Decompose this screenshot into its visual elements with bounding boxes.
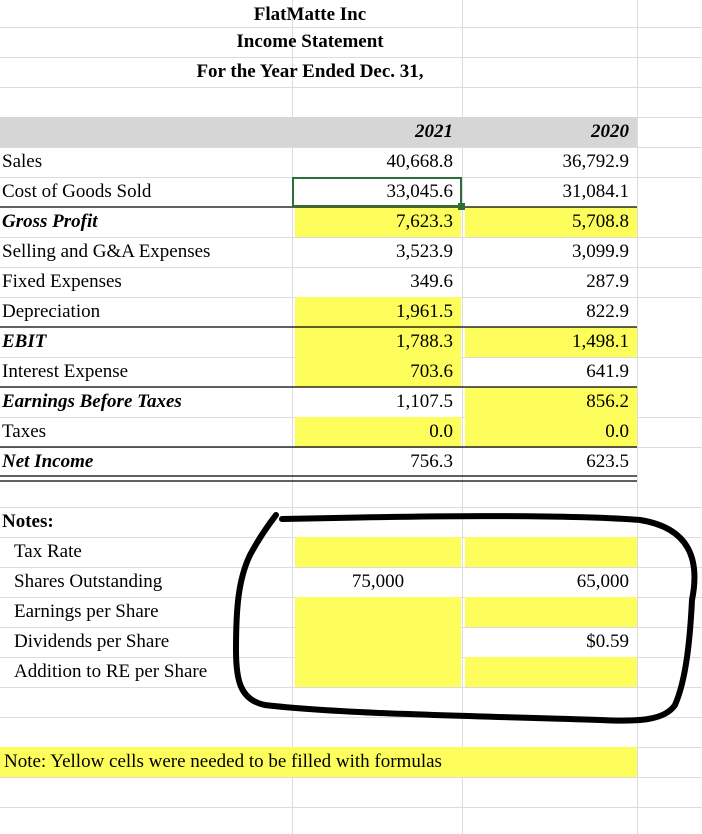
cell-fixed-expenses-2021[interactable]: 349.6 [410,271,453,292]
statement-title: Income Statement [236,31,384,52]
cell-fixed-expenses-2020[interactable]: 287.9 [586,271,629,292]
cell-sales-2020[interactable]: 36,792.9 [562,151,629,172]
row-label-net-income[interactable]: Net Income [2,451,94,472]
cell-dps-2020[interactable]: $0.59 [586,631,629,652]
row-label-ebit[interactable]: EBIT [2,331,47,352]
cell-net-income-2021[interactable]: 756.3 [410,451,453,472]
row-label-ebt[interactable]: Earnings Before Taxes [2,391,182,412]
formula-footnote: Note: Yellow cells were needed to be filled with formulas [4,751,442,772]
cell-interest-expense-2021[interactable]: 703.6 [295,357,461,387]
statement-period: For the Year Ended Dec. 31, [196,61,424,82]
cell-ebt-2020[interactable]: 856.2 [465,387,637,417]
cell-shares-outstanding-2021[interactable]: 75,000 [351,571,405,592]
year-header-2020[interactable]: 2020 [591,121,629,142]
note-label-tax-rate[interactable]: Tax Rate [14,541,82,562]
row-label-cogs[interactable]: Cost of Goods Sold [2,181,152,202]
year-header-2021[interactable]: 2021 [415,121,453,142]
row-label-sga[interactable]: Selling and G&A Expenses [2,241,211,262]
row-label-fixed-expenses[interactable]: Fixed Expenses [2,271,122,292]
cell-sales-2021[interactable]: 40,668.8 [386,151,453,172]
cell-ebit-2021[interactable]: 1,788.3 [295,327,461,357]
row-label-sales[interactable]: Sales [2,151,43,172]
note-label-dps[interactable]: Dividends per Share [14,631,170,652]
row-label-gross-profit[interactable]: Gross Profit [2,211,98,232]
cell-interest-expense-2020[interactable]: 641.9 [586,361,629,382]
row-label-taxes[interactable]: Taxes [2,421,47,442]
note-label-shares-outstanding[interactable]: Shares Outstanding [14,571,163,592]
cell-gross-profit-2020[interactable]: 5,708.8 [465,207,637,237]
cell-sga-2020[interactable]: 3,099.9 [572,241,629,262]
cell-depreciation-2021[interactable]: 1,961.5 [295,297,461,327]
company-name: FlatMatte Inc [253,4,367,25]
cell-net-income-2020[interactable]: 623.5 [586,451,629,472]
cell-taxes-2020[interactable]: 0.0 [465,417,637,447]
note-label-addition-re[interactable]: Addition to RE per Share [14,661,208,682]
cell-ebit-2020[interactable]: 1,498.1 [465,327,637,357]
notes-title: Notes: [2,511,54,532]
cell-taxes-2021[interactable]: 0.0 [295,417,461,447]
cell-shares-outstanding-2020[interactable]: 65,000 [576,571,629,592]
note-label-eps[interactable]: Earnings per Share [14,601,159,622]
row-label-depreciation[interactable]: Depreciation [2,301,101,322]
cell-sga-2021[interactable]: 3,523.9 [396,241,453,262]
cell-ebt-2021[interactable]: 1,107.5 [396,391,453,412]
row-label-interest-expense[interactable]: Interest Expense [2,361,129,382]
cell-cogs-2020[interactable]: 31,084.1 [562,181,629,202]
cell-gross-profit-2021[interactable]: 7,623.3 [295,207,461,237]
cell-cogs-2021[interactable]: 33,045.6 [386,181,453,202]
cell-depreciation-2020[interactable]: 822.9 [586,301,629,322]
